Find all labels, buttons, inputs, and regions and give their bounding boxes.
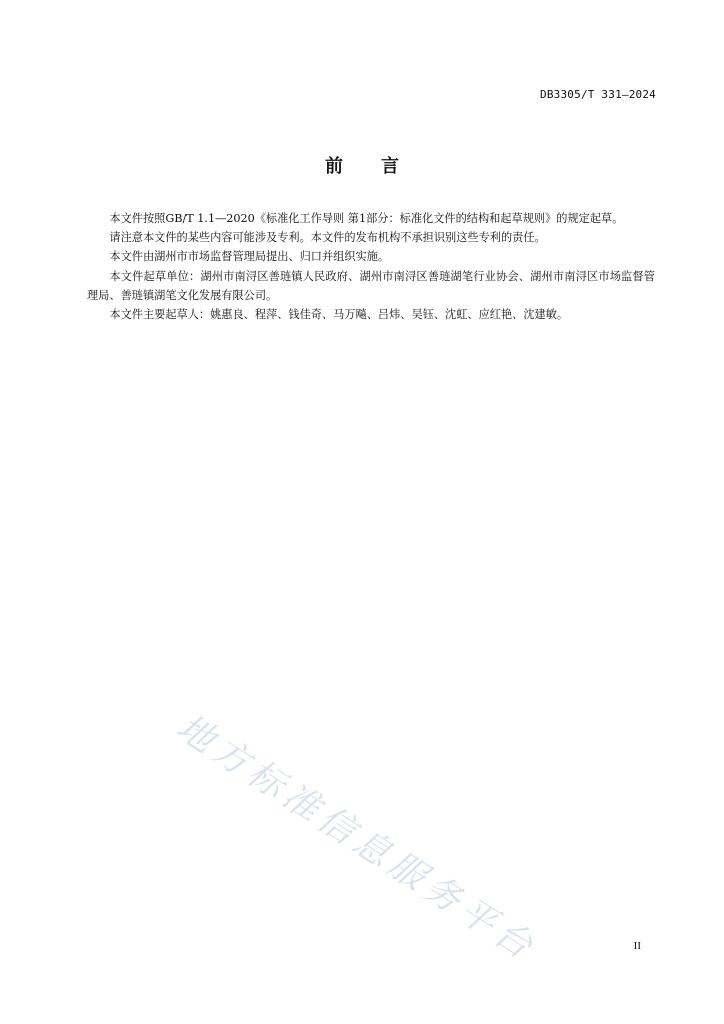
page-title [0,152,724,178]
title-char-2: 言 [381,156,399,177]
paragraph-patent-notice: 请注意本文件的某些内容可能涉及专利。本文件的发布机构不承担识别这些专利的责任。 [109,231,546,245]
paragraph-drafters: 本文件主要起草人：姚惠良、程萍、钱佳奇、马万飚、吕炜、吴钰、沈虹、应红艳、沈建敏。 [109,308,569,322]
title-char-1: 前 [325,156,343,177]
paragraph-drafting-rules: 本文件按照GB/T 1.1—2020《标准化工作导则 第1部分：标准化文件的结构和起草规则》的规定起草。 [109,212,624,225]
page-number: II [633,940,641,952]
paragraph-proposer: 本文件由湖州市市场监督管理局提出、归口并组织实施。 [109,250,390,264]
paragraph-drafting-units: 本文件起草单位：湖州市南浔区善琏镇人民政府、湖州市南浔区善琏湖笔行业协会、湖州市南浔区市场监督管理局、善琏镇湖笔文化发展有限公司。 [87,269,655,302]
standard-number: DB3305/T 331—2024 [540,88,656,101]
watermark: 地方标准信息服务平台 [169,706,544,970]
foreword-body [87,209,655,324]
